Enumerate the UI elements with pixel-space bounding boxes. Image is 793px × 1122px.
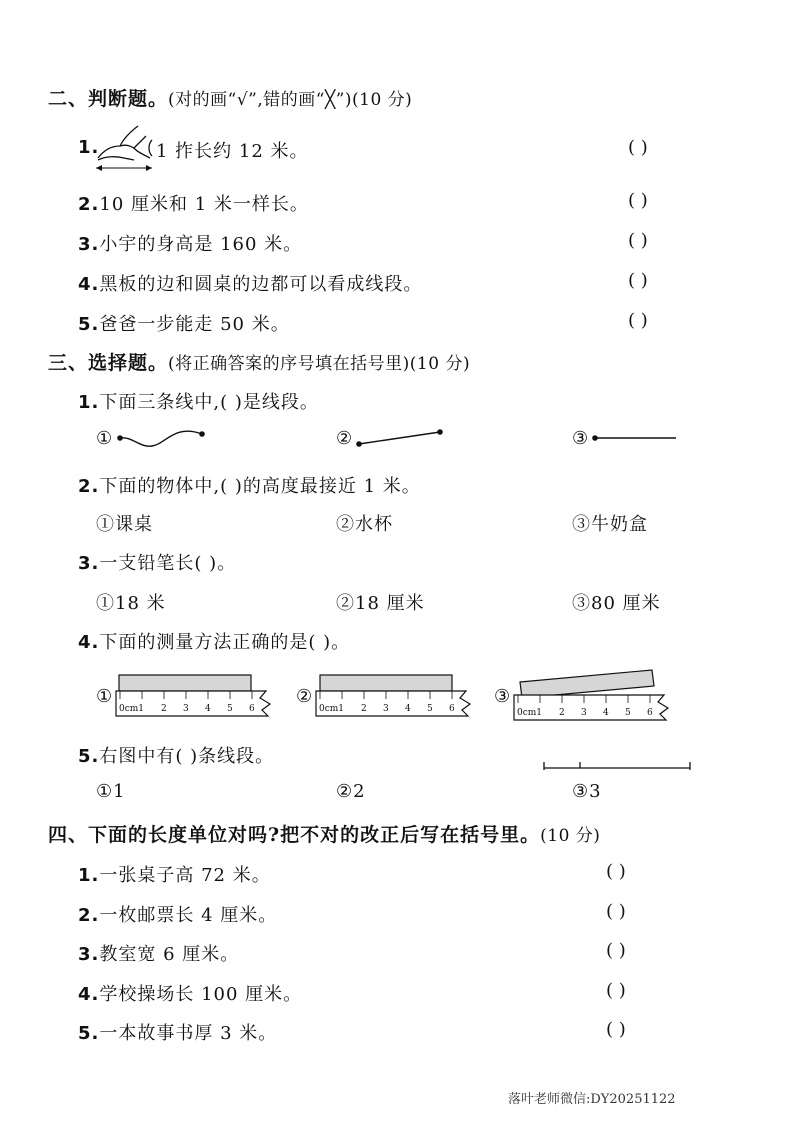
- hand-span-icon: [94, 124, 154, 174]
- section-3-note: (将正确答案的序号填在括号里)(10 分): [168, 354, 471, 374]
- s2-item-4: 4.黑板的边和圆桌的边都可以看成线段。: [78, 274, 423, 295]
- s2-item-5: 5.爸爸一步能走 50 米。: [78, 314, 290, 335]
- s2-answer-blank-2[interactable]: ( ): [628, 190, 648, 211]
- ruler-figure-3: [514, 666, 674, 722]
- s3-q3-option-1[interactable]: ①18 米: [96, 593, 166, 614]
- s4-answer-blank-5[interactable]: ( ): [606, 1019, 626, 1040]
- s2-answer-blank-1[interactable]: ( ): [628, 137, 648, 158]
- segment-count-figure: [540, 758, 696, 774]
- s2-item-3: 3.小宇的身高是 160 米。: [78, 234, 303, 255]
- s2-answer-blank-3[interactable]: ( ): [628, 230, 648, 251]
- s2-item-2: 2.10 厘米和 1 米一样长。: [78, 194, 309, 215]
- s3-question-4: 4.下面的测量方法正确的是( )。: [78, 632, 351, 653]
- s3-q2-option-1[interactable]: ①课桌: [96, 514, 153, 535]
- section-2-note: (对的画“√”,错的画“╳”)(10 分): [168, 90, 413, 110]
- s3-question-1: 1.下面三条线中,( )是线段。: [78, 392, 319, 413]
- ruler-label: 5: [625, 708, 631, 718]
- s3-q4-option-3[interactable]: ③: [494, 686, 512, 707]
- ruler-label: 5: [427, 704, 433, 714]
- s3-q1-option-3[interactable]: ③: [572, 428, 590, 449]
- section-4-title: 四、下面的长度单位对吗?把不对的改正后写在括号里。: [48, 824, 541, 846]
- s3-q5-option-2[interactable]: ②2: [336, 781, 366, 802]
- section-3-title: 三、选择题。: [48, 352, 169, 374]
- s3-question-2: 2.下面的物体中,( )的高度最接近 1 米。: [78, 476, 421, 497]
- ruler-label: 4: [405, 704, 411, 714]
- ruler-label: 0cm1: [319, 704, 345, 714]
- section-4-note: (10 分): [540, 826, 601, 846]
- ruler-figure-2: [316, 672, 476, 718]
- ruler-label: 3: [581, 708, 587, 718]
- s4-answer-blank-1[interactable]: ( ): [606, 861, 626, 882]
- s3-question-5: 5.右图中有( )条线段。: [78, 746, 275, 767]
- s3-q5-option-1[interactable]: ①1: [96, 781, 126, 802]
- s3-q1-option-2[interactable]: ②: [336, 428, 354, 449]
- s3-q3-option-2[interactable]: ②18 厘米: [336, 593, 425, 614]
- ruler-label: 2: [559, 708, 565, 718]
- segment-figure: [356, 428, 446, 450]
- ray-figure: [592, 430, 682, 446]
- s3-q5-option-3[interactable]: ③3: [572, 781, 602, 802]
- s3-q4-option-1[interactable]: ①: [96, 686, 114, 707]
- s3-question-3: 3.一支铅笔长( )。: [78, 553, 237, 574]
- s2-item-1-text: 1 拃长约 12 米。: [156, 141, 309, 162]
- s4-answer-blank-4[interactable]: ( ): [606, 980, 626, 1001]
- s4-item-1: 1.一张桌子高 72 米。: [78, 865, 271, 886]
- section-2-title: 二、判断题。: [48, 88, 169, 110]
- ruler-label: 5: [227, 704, 233, 714]
- s4-answer-blank-3[interactable]: ( ): [606, 940, 626, 961]
- ruler-label: 6: [249, 704, 255, 714]
- ruler-label: 4: [205, 704, 211, 714]
- s4-item-4: 4.学校操场长 100 厘米。: [78, 984, 303, 1005]
- s4-item-3: 3.教室宽 6 厘米。: [78, 944, 240, 965]
- ruler-figure-1: [116, 672, 276, 718]
- s4-item-5: 5.一本故事书厚 3 米。: [78, 1023, 278, 1044]
- ruler-label: 6: [647, 708, 653, 718]
- section-2-heading: [48, 84, 412, 111]
- s2-answer-blank-4[interactable]: ( ): [628, 270, 648, 291]
- section-4-heading: [48, 820, 600, 847]
- s2-item-1: 1.: [78, 137, 100, 158]
- ruler-label: 0cm1: [517, 708, 543, 718]
- s3-q2-option-2[interactable]: ②水杯: [336, 514, 393, 535]
- ruler-label: 6: [449, 704, 455, 714]
- ruler-label: 2: [361, 704, 367, 714]
- s4-answer-blank-2[interactable]: ( ): [606, 901, 626, 922]
- ruler-label: 4: [603, 708, 609, 718]
- ruler-label: 2: [161, 704, 167, 714]
- ruler-label: 3: [383, 704, 389, 714]
- s3-q1-option-1[interactable]: ①: [96, 428, 114, 449]
- footer-contact: 落叶老师微信:DY20251122: [508, 1092, 676, 1107]
- s4-item-2: 2.一枚邮票长 4 厘米。: [78, 905, 278, 926]
- s3-q4-option-2[interactable]: ②: [296, 686, 314, 707]
- section-3-heading: [48, 348, 470, 375]
- s3-q3-option-3[interactable]: ③80 厘米: [572, 593, 661, 614]
- curve-line-figure: [118, 424, 208, 450]
- s2-answer-blank-5[interactable]: ( ): [628, 310, 648, 331]
- ruler-label: 0cm1: [119, 704, 145, 714]
- s3-q2-option-3[interactable]: ③牛奶盒: [572, 514, 648, 535]
- ruler-label: 3: [183, 704, 189, 714]
